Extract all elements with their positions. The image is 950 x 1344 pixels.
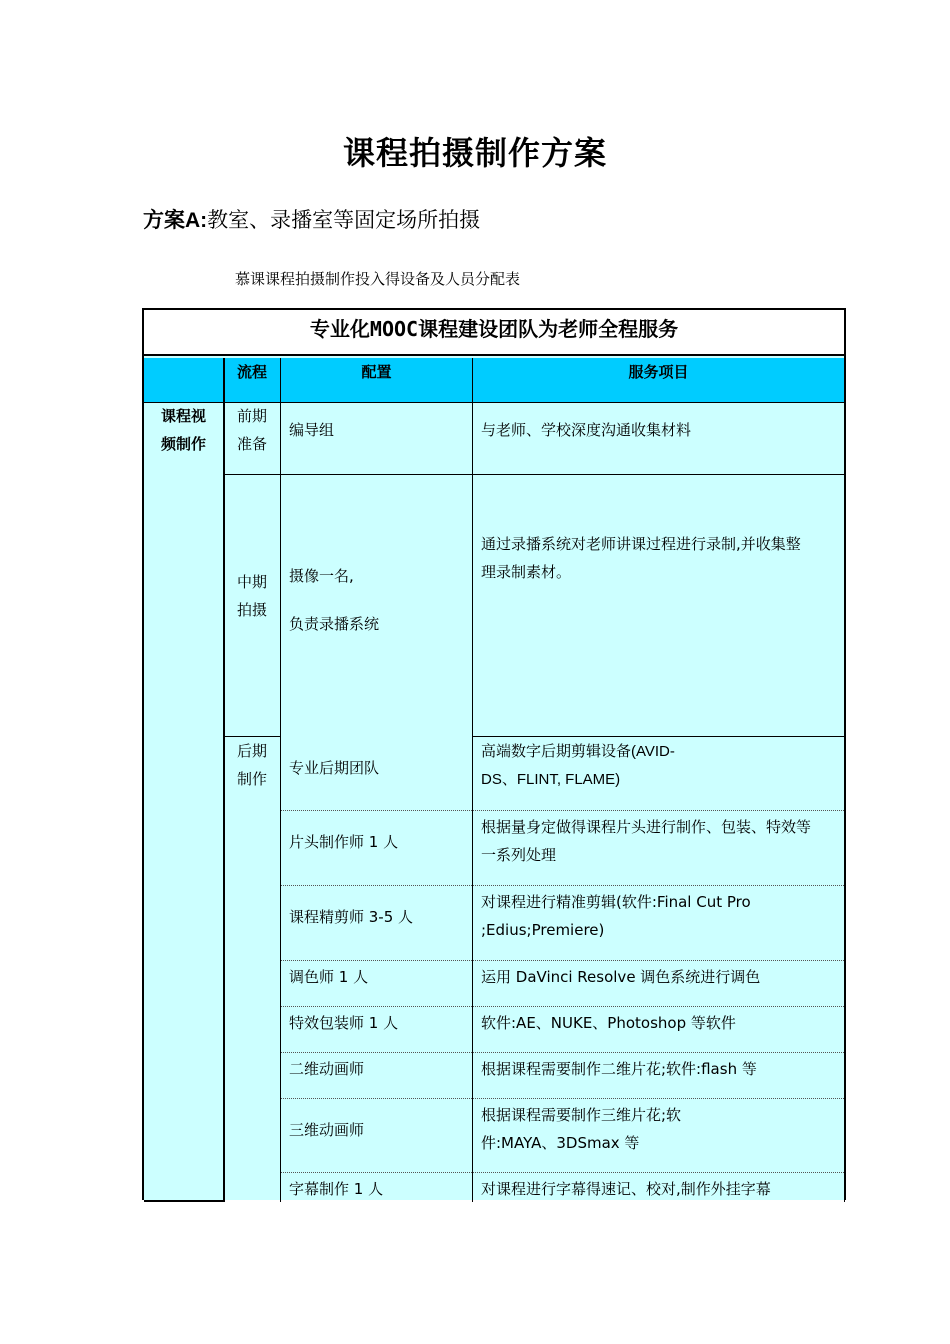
row-service [473,809,843,869]
document-title: 课程拍摄制作方案 [342,134,607,172]
header-config: 配置 [281,358,472,402]
row-service-line2: 理录制素材。 [481,563,572,581]
phase-mid [224,568,280,624]
table-banner: 专业化MOOC课程建设团队为老师全程服务 [144,310,844,356]
row-config-line2: 负责录播系统 [289,615,380,633]
phase-post [224,737,280,793]
row-service: 运用 DaVinci Resolve 调色系统进行调色 [481,968,761,986]
row-service-line1: 根据量身定做得课程片头进行制作、包装、特效等 [481,818,812,836]
row-service-line1: 根据课程需要制作三维片花;软 [481,1106,682,1124]
phase-post-line2: 制作 [236,770,267,788]
row-service [473,526,843,586]
row-config: 编导组 [289,421,335,439]
header-blank [144,358,223,402]
plan-heading-text: 教室、录播室等固定场所拍摄 [207,208,481,232]
row-service [473,1097,843,1157]
phase-mid-line2: 拍摄 [236,601,267,619]
row-config: 课程精剪师 3-5 人 [289,908,414,926]
plan-heading [143,204,480,234]
row-config [281,558,472,638]
row-config: 字幕制作 1 人 [289,1180,384,1198]
row-service-line2: 一系列处理 [481,846,557,864]
row-config: 调色师 1 人 [289,968,369,986]
row-config: 专业后期团队 [289,759,380,777]
row-service-line1: 对课程进行精准剪辑(软件:Final Cut Pro [481,893,751,911]
row-service: 对课程进行字幕得速记、校对,制作外挂字幕 [481,1180,771,1198]
row-service-line2: ;Edius;Premiere) [481,921,605,939]
row-config-line1: 摄像一名, [289,567,354,585]
row-service [473,884,843,944]
plan-heading-prefix: 方案 [143,208,185,232]
header-process: 流程 [224,358,280,402]
row-config: 特效包装师 1 人 [289,1014,399,1032]
row-service: 与老师、学校深度沟通收集材料 [481,421,692,439]
row-config: 二维动画师 [289,1060,365,1078]
row-service-line1: 高端数字后期剪辑设备(AVID- [481,743,675,760]
table-caption: 慕课课程拍摄制作投入得设备及人员分配表 [235,270,521,288]
row-config: 三维动画师 [289,1121,365,1139]
row-service-line2: 件:MAYA、3DSmax 等 [481,1134,640,1152]
category-label-line1: 课程视 [160,407,206,425]
category-label-line2: 频制作 [160,435,206,453]
phase-mid-line1: 中期 [236,573,267,591]
phase-pre [224,402,280,458]
row-service: 软件:AE、NUKE、Photoshop 等软件 [481,1014,736,1032]
plan-heading-code: A: [185,209,208,232]
header-service: 服务项目 [473,358,844,402]
row-service: 根据课程需要制作二维片花;软件:flash 等 [481,1060,757,1078]
category-label [144,402,223,458]
phase-post-line1: 后期 [236,742,267,760]
row-service-line2: DS、FLINT, FLAME) [481,771,621,788]
phase-pre-line1: 前期 [236,407,267,425]
row-config: 片头制作师 1 人 [289,833,399,851]
row-service [473,734,843,794]
phase-pre-line2: 准备 [236,435,267,453]
row-service-line1: 通过录播系统对老师讲课过程进行录制,并收集整 [481,535,801,553]
allocation-table [142,308,846,1200]
